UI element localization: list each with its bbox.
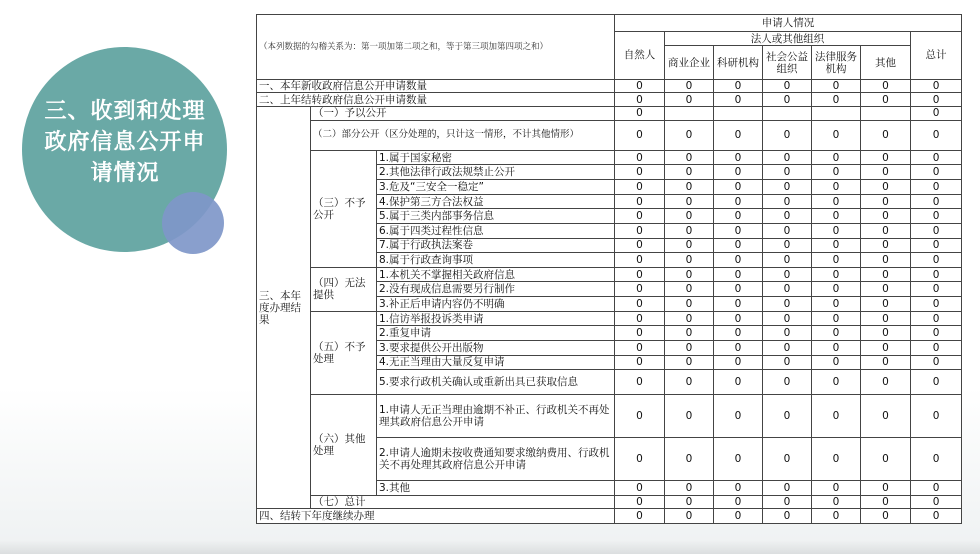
value-cell: [861, 106, 911, 120]
value-cell: [665, 106, 714, 120]
value-cell: 0: [861, 355, 911, 370]
value-cell: 0: [615, 253, 665, 268]
value-cell: 0: [714, 223, 763, 238]
group-label: （五）不予处理: [311, 311, 377, 395]
row-carryover-last-year: [257, 93, 962, 107]
value-cell: 0: [763, 150, 812, 165]
value-cell: 0: [812, 340, 861, 355]
value-cell: 0: [763, 311, 812, 326]
value-cell: 0: [615, 355, 665, 370]
value-cell: 0: [861, 267, 911, 282]
row-label: （七）总计: [311, 495, 615, 509]
value-cell: 0: [665, 355, 714, 370]
value-cell: 0: [615, 165, 665, 180]
header-row-1: [257, 15, 962, 32]
value-cell: 0: [812, 267, 861, 282]
value-cell: 0: [861, 282, 911, 297]
value-cell: [763, 106, 812, 120]
value-cell: 0: [714, 438, 763, 481]
value-cell: 0: [714, 480, 763, 495]
header-col-research: 科研机构: [714, 46, 763, 79]
value-cell: 0: [763, 238, 812, 253]
value-cell: 0: [812, 395, 861, 438]
value-cell: 0: [714, 150, 763, 165]
value-cell: 0: [665, 238, 714, 253]
value-cell: 0: [861, 480, 911, 495]
value-cell: 0: [615, 480, 665, 495]
value-cell: 0: [812, 355, 861, 370]
value-cell: 0: [665, 194, 714, 209]
item-label: 3.其他: [377, 480, 615, 495]
value-cell: 0: [615, 495, 665, 509]
value-cell: 0: [911, 165, 962, 180]
value-cell: 0: [911, 282, 962, 297]
application-report-table: [256, 14, 962, 524]
value-cell: 0: [615, 311, 665, 326]
value-cell: [812, 106, 861, 120]
value-cell: 0: [714, 495, 763, 509]
value-cell: 0: [861, 165, 911, 180]
group-label: （六）其他处理: [311, 395, 377, 495]
value-cell: 0: [861, 311, 911, 326]
value-cell: 0: [665, 495, 714, 509]
value-cell: 0: [665, 209, 714, 224]
section-title: 三、收到和处理政府信息公开申请情况: [44, 99, 206, 186]
item-label: 6.属于四类过程性信息: [377, 223, 615, 238]
value-cell: 0: [763, 509, 812, 524]
value-cell: 0: [763, 194, 812, 209]
value-cell: 0: [714, 509, 763, 524]
value-cell: 0: [911, 297, 962, 312]
value-cell: 0: [714, 238, 763, 253]
value-cell: 0: [665, 370, 714, 395]
value-cell: 0: [714, 120, 763, 150]
value-cell: 0: [763, 93, 812, 107]
value-cell: 0: [812, 495, 861, 509]
value-cell: 0: [615, 93, 665, 107]
value-cell: 0: [763, 340, 812, 355]
table-row: [257, 150, 962, 165]
value-cell: 0: [763, 209, 812, 224]
value-cell: 0: [615, 180, 665, 195]
row-label: （一）予以公开: [311, 106, 615, 120]
value-cell: 0: [861, 223, 911, 238]
value-cell: 0: [763, 495, 812, 509]
value-cell: 0: [911, 370, 962, 395]
value-cell: 0: [665, 253, 714, 268]
value-cell: 0: [911, 209, 962, 224]
value-cell: 0: [911, 238, 962, 253]
value-cell: 0: [911, 150, 962, 165]
value-cell: 0: [812, 209, 861, 224]
value-cell: 0: [763, 438, 812, 481]
value-cell: 0: [861, 120, 911, 150]
value-cell: 0: [911, 326, 962, 341]
value-cell: 0: [665, 93, 714, 107]
value-cell: 0: [812, 282, 861, 297]
value-cell: 0: [615, 509, 665, 524]
row-label: 一、本年新收政府信息公开申请数量: [257, 79, 615, 93]
value-cell: 0: [812, 93, 861, 107]
header-note: （本列数据的勾稽关系为：第一项加第二项之和，等于第三项加第四项之和）: [257, 15, 615, 80]
value-cell: 0: [812, 370, 861, 395]
value-cell: 0: [615, 438, 665, 481]
item-label: 8.属于行政查询事项: [377, 253, 615, 268]
header-total: 总计: [911, 31, 962, 79]
item-label: 2.其他法律行政法规禁止公开: [377, 165, 615, 180]
value-cell: 0: [665, 311, 714, 326]
value-cell: 0: [714, 370, 763, 395]
value-cell: 0: [911, 438, 962, 481]
value-cell: 0: [911, 106, 962, 120]
value-cell: 0: [861, 93, 911, 107]
value-cell: 0: [615, 238, 665, 253]
header-col-legal-service: 法律服务机构: [812, 46, 861, 79]
value-cell: 0: [812, 180, 861, 195]
value-cell: 0: [911, 79, 962, 93]
value-cell: 0: [665, 340, 714, 355]
value-cell: 0: [714, 180, 763, 195]
value-cell: 0: [763, 326, 812, 341]
value-cell: 0: [665, 326, 714, 341]
value-cell: 0: [615, 150, 665, 165]
value-cell: 0: [714, 194, 763, 209]
value-cell: 0: [665, 509, 714, 524]
value-cell: 0: [812, 223, 861, 238]
value-cell: 0: [665, 79, 714, 93]
item-label: 1.申请人无正当理由逾期不补正、行政机关不再处理其政府信息公开申请: [377, 395, 615, 438]
value-cell: 0: [615, 297, 665, 312]
value-cell: 0: [714, 79, 763, 93]
group-label: （三）不予公开: [311, 150, 377, 267]
value-cell: 0: [812, 194, 861, 209]
value-cell: 0: [911, 480, 962, 495]
value-cell: 0: [911, 120, 962, 150]
value-cell: 0: [714, 209, 763, 224]
value-cell: 0: [911, 495, 962, 509]
value-cell: 0: [665, 395, 714, 438]
value-cell: 0: [714, 93, 763, 107]
section-results-label: 三、本年度办理结果: [257, 106, 311, 508]
value-cell: 0: [615, 223, 665, 238]
header-col-public-welfare: 社会公益组织: [763, 46, 812, 79]
value-cell: 0: [911, 395, 962, 438]
item-label: 5.属于三类内部事务信息: [377, 209, 615, 224]
value-cell: 0: [911, 253, 962, 268]
row-label: 二、上年结转政府信息公开申请数量: [257, 93, 615, 107]
value-cell: 0: [763, 223, 812, 238]
value-cell: 0: [615, 326, 665, 341]
value-cell: 0: [714, 355, 763, 370]
value-cell: 0: [615, 209, 665, 224]
value-cell: 0: [714, 165, 763, 180]
value-cell: 0: [615, 120, 665, 150]
item-label: 5.要求行政机关确认或重新出具已获取信息: [377, 370, 615, 395]
value-cell: 0: [714, 267, 763, 282]
row-label: （二）部分公开（区分处理的，只计这一情形，不计其他情形）: [311, 120, 615, 150]
value-cell: 0: [665, 438, 714, 481]
value-cell: 0: [812, 480, 861, 495]
value-cell: 0: [812, 311, 861, 326]
value-cell: 0: [911, 180, 962, 195]
value-cell: 0: [861, 238, 911, 253]
item-label: 3.危及“三安全一稳定”: [377, 180, 615, 195]
value-cell: 0: [763, 267, 812, 282]
value-cell: 0: [714, 253, 763, 268]
table-row: [257, 267, 962, 282]
value-cell: 0: [911, 194, 962, 209]
value-cell: 0: [665, 180, 714, 195]
value-cell: 0: [665, 223, 714, 238]
value-cell: 0: [615, 267, 665, 282]
value-cell: 0: [714, 340, 763, 355]
value-cell: 0: [861, 438, 911, 481]
value-cell: 0: [615, 79, 665, 93]
bottom-shadow: [0, 540, 980, 554]
item-label: 2.没有现成信息需要另行制作: [377, 282, 615, 297]
header-col-business: 商业企业: [665, 46, 714, 79]
value-cell: 0: [763, 165, 812, 180]
value-cell: 0: [861, 253, 911, 268]
header-natural-person: 自然人: [615, 31, 665, 79]
value-cell: 0: [714, 282, 763, 297]
item-label: 3.要求提供公开出版物: [377, 340, 615, 355]
value-cell: 0: [665, 150, 714, 165]
item-label: 1.属于国家秘密: [377, 150, 615, 165]
value-cell: 0: [714, 311, 763, 326]
value-cell: 0: [665, 282, 714, 297]
item-label: 4.保护第三方合法权益: [377, 194, 615, 209]
value-cell: 0: [861, 495, 911, 509]
row-carryover-next-year: [257, 509, 962, 524]
value-cell: 0: [911, 509, 962, 524]
value-cell: 0: [665, 267, 714, 282]
value-cell: 0: [763, 120, 812, 150]
decorative-circle-small: [162, 192, 224, 254]
value-cell: 0: [861, 326, 911, 341]
value-cell: 0: [861, 194, 911, 209]
value-cell: 0: [714, 395, 763, 438]
value-cell: 0: [812, 165, 861, 180]
value-cell: 0: [911, 355, 962, 370]
value-cell: 0: [615, 194, 665, 209]
value-cell: 0: [812, 438, 861, 481]
value-cell: 0: [861, 370, 911, 395]
header-legal-group: 法人或其他组织: [665, 31, 911, 46]
row-disclosed: [257, 106, 962, 120]
value-cell: 0: [615, 395, 665, 438]
value-cell: 0: [861, 340, 911, 355]
value-cell: 0: [714, 326, 763, 341]
value-cell: 0: [763, 395, 812, 438]
value-cell: 0: [665, 165, 714, 180]
value-cell: 0: [763, 282, 812, 297]
value-cell: 0: [812, 238, 861, 253]
value-cell: 0: [911, 223, 962, 238]
row-total: [257, 495, 962, 509]
item-label: 1.本机关不掌握相关政府信息: [377, 267, 615, 282]
row-label: 四、结转下年度继续办理: [257, 509, 615, 524]
value-cell: 0: [665, 480, 714, 495]
value-cell: [714, 106, 763, 120]
item-label: 7.属于行政执法案卷: [377, 238, 615, 253]
row-partially-disclosed: [257, 120, 962, 150]
value-cell: 0: [861, 180, 911, 195]
value-cell: 0: [615, 282, 665, 297]
value-cell: 0: [911, 311, 962, 326]
table-row: [257, 395, 962, 438]
header-applicant: 申请人情况: [615, 15, 962, 32]
item-label: 1.信访举报投诉类申请: [377, 311, 615, 326]
value-cell: 0: [763, 79, 812, 93]
item-label: 3.补正后申请内容仍不明确: [377, 297, 615, 312]
value-cell: 0: [911, 340, 962, 355]
value-cell: 0: [763, 370, 812, 395]
value-cell: 0: [812, 509, 861, 524]
value-cell: 0: [763, 297, 812, 312]
header-col-other: 其他: [861, 46, 911, 79]
table-row: [257, 311, 962, 326]
item-label: 4.无正当理由大量反复申请: [377, 355, 615, 370]
value-cell: 0: [714, 297, 763, 312]
value-cell: 0: [861, 150, 911, 165]
value-cell: 0: [665, 120, 714, 150]
group-label: （四）无法提供: [311, 267, 377, 311]
value-cell: 0: [911, 267, 962, 282]
value-cell: 0: [812, 79, 861, 93]
row-new-applications: [257, 79, 962, 93]
value-cell: 0: [812, 120, 861, 150]
value-cell: 0: [861, 79, 911, 93]
value-cell: 0: [812, 253, 861, 268]
value-cell: 0: [812, 326, 861, 341]
value-cell: 0: [812, 297, 861, 312]
value-cell: 0: [861, 297, 911, 312]
value-cell: 0: [911, 93, 962, 107]
value-cell: 0: [665, 297, 714, 312]
value-cell: 0: [615, 340, 665, 355]
value-cell: 0: [763, 355, 812, 370]
value-cell: 0: [615, 106, 665, 120]
value-cell: 0: [861, 395, 911, 438]
value-cell: 0: [861, 509, 911, 524]
value-cell: 0: [812, 150, 861, 165]
value-cell: 0: [861, 209, 911, 224]
value-cell: 0: [763, 253, 812, 268]
item-label: 2.申请人逾期未按收费通知要求缴纳费用、行政机关不再处理其政府信息公开申请: [377, 438, 615, 481]
value-cell: 0: [763, 180, 812, 195]
value-cell: 0: [763, 480, 812, 495]
item-label: 2.重复申请: [377, 326, 615, 341]
value-cell: 0: [615, 370, 665, 395]
